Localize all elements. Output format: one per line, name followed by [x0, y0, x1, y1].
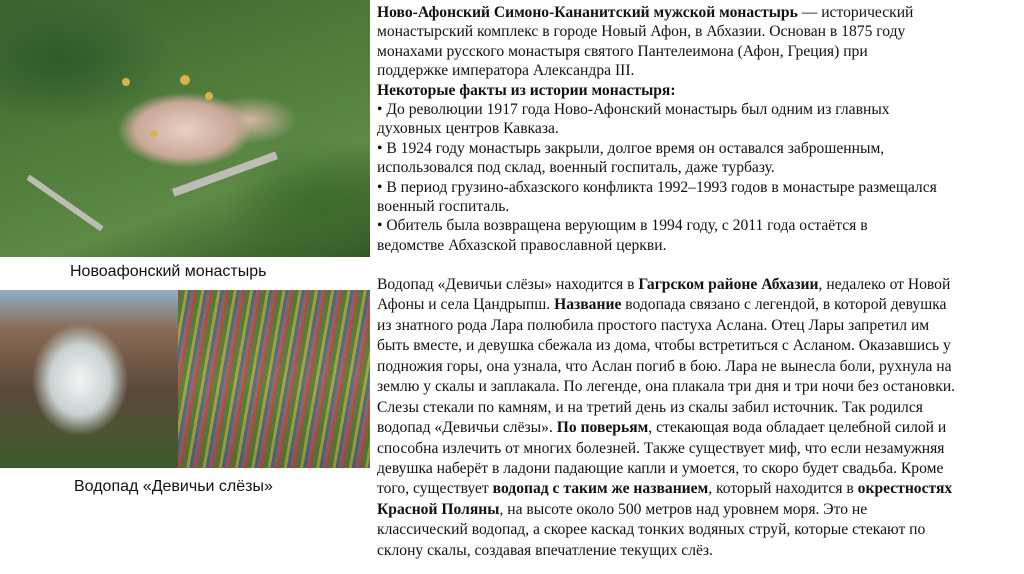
bold-text: По поверьям: [556, 419, 649, 437]
golden-dome: [122, 78, 130, 86]
text: , на высоте около 500 метров над уровнем моря. Это не: [499, 500, 868, 518]
bold-text: Ново-Афонский Симоно-Кананитский мужской монастырь: [377, 4, 798, 21]
golden-dome: [150, 130, 157, 137]
text: поддержке императора Александра III.: [377, 62, 635, 80]
text: духовных центров Кавказа.: [377, 120, 559, 138]
text-line: [377, 439, 955, 459]
text-line: [377, 357, 955, 377]
text-line: [377, 178, 937, 197]
text-line: [377, 81, 937, 100]
text-line: [377, 61, 937, 80]
text: способна излечить от многих болезней. Также существует миф, что если незамужняя: [377, 439, 945, 457]
text: того, существует: [377, 480, 493, 498]
text-line: [377, 336, 955, 356]
bold-text: Гагрском районе Абхазии: [638, 276, 819, 293]
road: [172, 151, 278, 196]
text: • В период грузино-абхазского конфликта 1992–1993 годов в монастыре размещался: [377, 178, 937, 196]
waterfall-caption: Водопад «Девичьи слёзы»: [74, 478, 273, 495]
text: быть вместе, и девушка сбежала из дома, чтобы встретиться с Асланом. Оказавшись у: [377, 337, 951, 355]
monastery-caption: Новоафонский монастырь: [70, 263, 267, 280]
text: • В 1924 году монастырь закрыли, долгое время он оставался заброшенным,: [377, 139, 885, 157]
road: [26, 175, 103, 232]
text-line: [377, 119, 937, 138]
text-line: [377, 377, 955, 397]
golden-dome: [205, 92, 213, 100]
text-line: [377, 316, 955, 336]
text: классический водопад, а скорее каскад тонких водяных струй, которые стекают по: [377, 521, 926, 539]
text: Водопад «Девичьи слёзы» находится в: [377, 276, 639, 293]
text: подножия горы, она узнала, что Аслан погиб в бою. Лара не вынесла боли, рухнула на: [377, 357, 952, 375]
text-line: [377, 398, 955, 418]
text: использовался под склад, военный госпиталь, даже турбазу.: [377, 159, 775, 177]
bold-text: окрестностях: [857, 480, 953, 498]
text-line: [377, 139, 937, 158]
text: склону скалы, создавая впечатление текущих слёз.: [377, 541, 713, 559]
text-line: [377, 520, 955, 540]
text: военный госпиталь.: [377, 197, 510, 215]
waterfall-photo: [0, 290, 178, 468]
text: монахами русского монастыря святого Пантелеимона (Афон, Греция) при: [377, 42, 868, 60]
text-line: [377, 22, 937, 41]
text-line: [377, 197, 937, 216]
bold-text: водопад с таким же названием: [492, 480, 709, 498]
ribbons-photo: [178, 290, 370, 468]
text: из знатного рода Лара полюбила простого пастуха Аслана. Отец Лары запретил им: [377, 316, 930, 334]
text-line: [377, 216, 937, 235]
bold-text: Название: [554, 296, 622, 314]
text: • До революции 1917 года Ново-Афонский монастырь был одним из главных: [377, 100, 890, 118]
text-line: [377, 100, 937, 119]
text: ведомстве Абхазской православной церкви.: [377, 236, 667, 254]
text-line: [377, 500, 955, 520]
golden-dome: [180, 75, 190, 85]
text-line: [377, 459, 955, 479]
monastery-photo: [0, 0, 370, 257]
text: водопад «Девичьи слёзы».: [377, 419, 557, 437]
text: — исторический: [797, 4, 914, 21]
text: , стекающая вода обладает целебной силой и: [648, 419, 947, 437]
bold-text: Красной Поляны: [377, 500, 500, 518]
bold-text: Некоторые факты из истории монастыря:: [377, 81, 676, 99]
text-line: [377, 295, 955, 315]
text: Афоны и села Цандрыпш.: [377, 296, 555, 314]
monastery-description: [377, 3, 937, 255]
text: землю у скалы и заплакала. По легенде, она плакала три дня и три ночи без остановки.: [377, 378, 956, 396]
waterfall-description: [377, 275, 955, 561]
text: монастырский комплекс в городе Новый Афон, в Абхазии. Основан в 1875 году: [377, 23, 906, 41]
text: , недалеко от Новой: [818, 276, 951, 293]
text-line: [377, 42, 937, 61]
text-line: [377, 275, 955, 295]
text-line: [377, 479, 955, 499]
text: • Обитель была возвращена верующим в 1994 году, с 2011 года остаётся в: [377, 217, 868, 235]
text: , который находится в: [708, 480, 858, 498]
text-line: [377, 418, 955, 438]
text: Слезы стекали по камням, и на третий день из скалы забил источник. Так родился: [377, 398, 923, 416]
text-line: [377, 541, 955, 561]
text: водопада связано с легендой, в которой девушка: [621, 296, 947, 314]
text: девушка наберёт в ладони падающие капли и умоется, то скоро будет свадьба. Кроме: [377, 459, 944, 477]
text-line: [377, 3, 937, 22]
text-line: [377, 236, 937, 255]
text-line: [377, 158, 937, 177]
